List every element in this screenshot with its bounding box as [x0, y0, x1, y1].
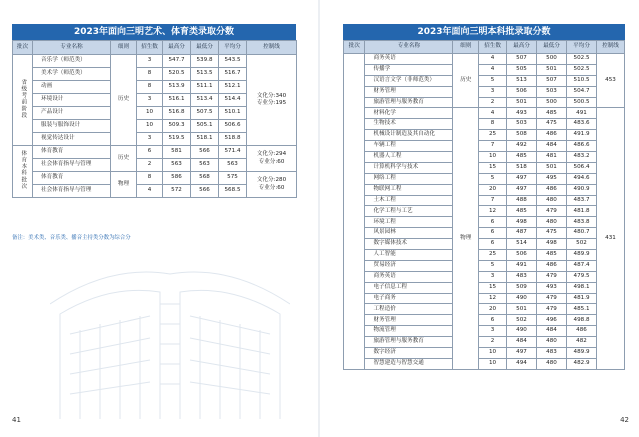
- min-score-cell: 486: [537, 184, 567, 195]
- table-header-row: [13, 41, 297, 55]
- enrollment-cell: 8: [137, 81, 163, 94]
- avg-score-cell: 490.9: [567, 184, 597, 195]
- max-score-cell: 493: [506, 108, 536, 119]
- major-name: 机器人工程: [365, 152, 453, 163]
- min-score-cell: 495: [537, 173, 567, 184]
- avg-score-cell: 502.5: [567, 64, 597, 75]
- avg-score-cell: 510.5: [567, 75, 597, 86]
- major-name: 社会体育指导与管理: [33, 185, 111, 198]
- enrollment-cell: 15: [479, 162, 507, 173]
- max-score-cell: 514: [506, 239, 536, 250]
- min-score-cell: 485: [537, 108, 567, 119]
- enrollment-cell: 3: [479, 86, 507, 97]
- major-name: 电子信息工程: [365, 282, 453, 293]
- right-score-table: [343, 40, 625, 370]
- major-name: 数字媒体技术: [365, 239, 453, 250]
- page-number: 42: [620, 416, 629, 424]
- detail-cell: 物理: [453, 108, 479, 369]
- major-name: 网络工程: [365, 173, 453, 184]
- page-number: 41: [12, 416, 21, 424]
- max-score-cell: 581: [163, 146, 191, 159]
- max-score-cell: 572: [163, 185, 191, 198]
- enrollment-cell: 25: [479, 130, 507, 141]
- enrollment-cell: 6: [479, 228, 507, 239]
- min-score-cell: 505.1: [191, 120, 219, 133]
- max-score-cell: 506: [506, 250, 536, 261]
- major-name: 财务管理: [365, 315, 453, 326]
- detail-cell: 物理: [111, 172, 137, 198]
- enrollment-cell: 2: [479, 337, 507, 348]
- header-control-line: 控制线: [597, 41, 625, 54]
- left-score-table: [12, 40, 297, 198]
- enrollment-cell: 15: [479, 282, 507, 293]
- table-row: [344, 184, 625, 195]
- table-row: [344, 250, 625, 261]
- min-score-cell: 486: [537, 130, 567, 141]
- enrollment-cell: 8: [479, 119, 507, 130]
- header-max-score: 最高分: [506, 41, 536, 54]
- major-name: 音乐学（师范类）: [33, 55, 111, 68]
- avg-score-cell: 516.7: [219, 68, 247, 81]
- avg-score-cell: 518.8: [219, 133, 247, 146]
- table-row: [344, 86, 625, 97]
- min-score-cell: 479: [537, 271, 567, 282]
- min-score-cell: 484: [537, 326, 567, 337]
- max-score-cell: 485: [506, 206, 536, 217]
- enrollment-cell: 8: [137, 68, 163, 81]
- table-row: [13, 55, 297, 68]
- avg-score-cell: 483.2: [567, 152, 597, 163]
- left-table-title: 2023年面向三明艺术、体育类录取分数: [12, 24, 296, 40]
- avg-score-cell: 481.8: [567, 206, 597, 217]
- enrollment-cell: 7: [479, 141, 507, 152]
- table-row: [344, 75, 625, 86]
- major-name: 工程造价: [365, 304, 453, 315]
- enrollment-cell: 25: [479, 250, 507, 261]
- major-name: 计算机科学与技术: [365, 162, 453, 173]
- major-name: 财务管理: [365, 86, 453, 97]
- max-score-cell: 506: [506, 86, 536, 97]
- major-name: 美术学（师范类）: [33, 68, 111, 81]
- avg-score-cell: 482: [567, 337, 597, 348]
- batch-cell: [344, 54, 365, 370]
- max-score-cell: 563: [163, 159, 191, 172]
- batch-cell: 体育本科批次: [13, 146, 33, 198]
- major-name: 电子商务: [365, 293, 453, 304]
- enrollment-cell: 4: [137, 185, 163, 198]
- max-score-cell: 501: [506, 97, 536, 108]
- major-name: 数字经济: [365, 348, 453, 359]
- enrollment-cell: 3: [137, 133, 163, 146]
- max-score-cell: 547.7: [163, 55, 191, 68]
- min-score-cell: 500: [537, 97, 567, 108]
- max-score-cell: 501: [506, 304, 536, 315]
- max-score-cell: 502: [506, 315, 536, 326]
- min-score-cell: 566: [191, 146, 219, 159]
- table-row: [344, 97, 625, 108]
- min-score-cell: 513.4: [191, 94, 219, 107]
- enrollment-cell: 7: [479, 195, 507, 206]
- major-name: 旅游管理与服务教育: [365, 337, 453, 348]
- enrollment-cell: 3: [479, 271, 507, 282]
- right-page: [320, 0, 639, 437]
- header-enrollment: 招生数: [479, 41, 507, 54]
- enrollment-cell: 3: [137, 55, 163, 68]
- avg-score-cell: 506.4: [567, 162, 597, 173]
- table-row: [344, 228, 625, 239]
- major-name: 土木工程: [365, 195, 453, 206]
- header-batch: 批次: [13, 41, 33, 55]
- avg-score-cell: 512.1: [219, 81, 247, 94]
- min-score-cell: 480: [537, 337, 567, 348]
- avg-score-cell: 498.8: [567, 315, 597, 326]
- table-row: [344, 217, 625, 228]
- header-min-score: 最低分: [537, 41, 567, 54]
- min-score-cell: 500: [537, 54, 567, 65]
- table-row: [344, 195, 625, 206]
- detail-cell: 历史: [111, 55, 137, 146]
- avg-score-cell: 563: [219, 159, 247, 172]
- max-score-cell: 505: [506, 64, 536, 75]
- avg-score-cell: 571.4: [219, 146, 247, 159]
- max-score-cell: 516.1: [163, 94, 191, 107]
- major-name: 商务英语: [365, 54, 453, 65]
- min-score-cell: 498: [537, 239, 567, 250]
- enrollment-cell: 2: [479, 97, 507, 108]
- min-score-cell: 568: [191, 172, 219, 185]
- major-name: 社会体育指导与管理: [33, 159, 111, 172]
- avg-score-cell: 514.4: [219, 94, 247, 107]
- avg-score-cell: 483.7: [567, 195, 597, 206]
- max-score-cell: 490: [506, 326, 536, 337]
- avg-score-cell: 502: [567, 239, 597, 250]
- table-row: [344, 348, 625, 359]
- header-detail: 细则: [111, 41, 137, 55]
- table-row: [344, 239, 625, 250]
- max-score-cell: 513: [506, 75, 536, 86]
- enrollment-cell: 5: [479, 75, 507, 86]
- table-row: [344, 304, 625, 315]
- major-name: 贸易经济: [365, 260, 453, 271]
- min-score-cell: 480: [537, 358, 567, 369]
- max-score-cell: 509.3: [163, 120, 191, 133]
- avg-score-cell: 491.9: [567, 130, 597, 141]
- avg-score-cell: 498.1: [567, 282, 597, 293]
- enrollment-cell: 10: [479, 152, 507, 163]
- control-line-cell: 431: [597, 108, 625, 369]
- enrollment-cell: 10: [479, 358, 507, 369]
- table-row: [344, 315, 625, 326]
- min-score-cell: 511.1: [191, 81, 219, 94]
- table-row: [344, 64, 625, 75]
- table-row: [13, 172, 297, 185]
- min-score-cell: 486: [537, 260, 567, 271]
- min-score-cell: 501: [537, 162, 567, 173]
- min-score-cell: 483: [537, 348, 567, 359]
- min-score-cell: 507: [537, 75, 567, 86]
- detail-cell: 历史: [111, 146, 137, 172]
- major-name: 汉语言文学（非师范类）: [365, 75, 453, 86]
- header-min-score: 最低分: [191, 41, 219, 55]
- min-score-cell: 563: [191, 159, 219, 172]
- batch-cell: 省级考前阶段: [13, 55, 33, 146]
- major-name: 旅游管理与服务教育: [365, 97, 453, 108]
- header-detail: 细则: [453, 41, 479, 54]
- table-row: [13, 146, 297, 159]
- major-name: 体育教育: [33, 172, 111, 185]
- major-name: 传播学: [365, 64, 453, 75]
- enrollment-cell: 6: [479, 239, 507, 250]
- header-major: 专业名称: [33, 41, 111, 55]
- header-control-line: 控制线: [247, 41, 297, 55]
- enrollment-cell: 4: [479, 54, 507, 65]
- max-score-cell: 586: [163, 172, 191, 185]
- table-row: [344, 54, 625, 65]
- avg-score-cell: 504.7: [567, 86, 597, 97]
- major-name: 体育教育: [33, 146, 111, 159]
- avg-score-cell: 500.5: [567, 97, 597, 108]
- control-line-cell: 文化分:280 专业分:60: [247, 172, 297, 198]
- header-enrollment: 招生数: [137, 41, 163, 55]
- max-score-cell: 491: [506, 260, 536, 271]
- major-name: 视觉传达设计: [33, 133, 111, 146]
- min-score-cell: 518.1: [191, 133, 219, 146]
- min-score-cell: 484: [537, 141, 567, 152]
- max-score-cell: 497: [506, 173, 536, 184]
- enrollment-cell: 3: [137, 94, 163, 107]
- max-score-cell: 519.5: [163, 133, 191, 146]
- min-score-cell: 479: [537, 293, 567, 304]
- control-line-cell: 453: [597, 54, 625, 108]
- major-name: 智慧建造与智慧交通: [365, 358, 453, 369]
- avg-score-cell: 489.9: [567, 348, 597, 359]
- table-row: [344, 152, 625, 163]
- avg-score-cell: 480.7: [567, 228, 597, 239]
- enrollment-cell: 5: [479, 260, 507, 271]
- min-score-cell: 475: [537, 228, 567, 239]
- enrollment-cell: 5: [479, 173, 507, 184]
- table-header-row: [344, 41, 625, 54]
- enrollment-cell: 6: [479, 217, 507, 228]
- min-score-cell: 539.8: [191, 55, 219, 68]
- enrollment-cell: 10: [137, 107, 163, 120]
- max-score-cell: 518: [506, 162, 536, 173]
- avg-score-cell: 486.6: [567, 141, 597, 152]
- avg-score-cell: 481.9: [567, 293, 597, 304]
- max-score-cell: 488: [506, 195, 536, 206]
- min-score-cell: 479: [537, 304, 567, 315]
- header-avg-score: 平均分: [219, 41, 247, 55]
- max-score-cell: 520.5: [163, 68, 191, 81]
- max-score-cell: 497: [506, 184, 536, 195]
- avg-score-cell: 482.9: [567, 358, 597, 369]
- table-footnote: 备注：美术类、音乐类、播音主持类分数为综合分: [12, 235, 131, 241]
- avg-score-cell: 543.5: [219, 55, 247, 68]
- enrollment-cell: 4: [479, 108, 507, 119]
- major-name: 动画: [33, 81, 111, 94]
- table-row: [344, 162, 625, 173]
- max-score-cell: 516.8: [163, 107, 191, 120]
- min-score-cell: 566: [191, 185, 219, 198]
- table-row: [344, 326, 625, 337]
- min-score-cell: 481: [537, 152, 567, 163]
- enrollment-cell: 8: [137, 172, 163, 185]
- max-score-cell: 513.9: [163, 81, 191, 94]
- min-score-cell: 475: [537, 119, 567, 130]
- max-score-cell: 508: [506, 130, 536, 141]
- min-score-cell: 501: [537, 64, 567, 75]
- max-score-cell: 485: [506, 152, 536, 163]
- table-row: [344, 119, 625, 130]
- avg-score-cell: 483.6: [567, 119, 597, 130]
- major-name: 物流管理: [365, 326, 453, 337]
- major-name: 环境设计: [33, 94, 111, 107]
- detail-cell: 历史: [453, 54, 479, 108]
- enrollment-cell: 10: [137, 120, 163, 133]
- min-score-cell: 513.5: [191, 68, 219, 81]
- max-score-cell: 494: [506, 358, 536, 369]
- table-row: [344, 141, 625, 152]
- min-score-cell: 480: [537, 195, 567, 206]
- min-score-cell: 485: [537, 250, 567, 261]
- control-line-cell: 文化分:340 专业分:195: [247, 55, 297, 146]
- enrollment-cell: 20: [479, 304, 507, 315]
- max-score-cell: 507: [506, 54, 536, 65]
- avg-score-cell: 489.9: [567, 250, 597, 261]
- header-batch: 批次: [344, 41, 365, 54]
- avg-score-cell: 479.5: [567, 271, 597, 282]
- avg-score-cell: 483.8: [567, 217, 597, 228]
- table-row: [344, 173, 625, 184]
- avg-score-cell: 487.4: [567, 260, 597, 271]
- major-name: 产品设计: [33, 107, 111, 120]
- control-line-cell: 文化分:294 专业分:60: [247, 146, 297, 172]
- left-page: [0, 0, 319, 437]
- major-name: 商务英语: [365, 271, 453, 282]
- enrollment-cell: 10: [479, 348, 507, 359]
- max-score-cell: 484: [506, 337, 536, 348]
- major-name: 人工智能: [365, 250, 453, 261]
- enrollment-cell: 12: [479, 206, 507, 217]
- campus-building-illustration: [50, 244, 290, 419]
- table-row: [344, 358, 625, 369]
- enrollment-cell: 4: [479, 64, 507, 75]
- min-score-cell: 503: [537, 86, 567, 97]
- enrollment-cell: 20: [479, 184, 507, 195]
- table-row: [344, 130, 625, 141]
- major-name: 生物技术: [365, 119, 453, 130]
- min-score-cell: 480: [537, 217, 567, 228]
- avg-score-cell: 486: [567, 326, 597, 337]
- enrollment-cell: 6: [479, 315, 507, 326]
- major-name: 化学工程与工艺: [365, 206, 453, 217]
- major-name: 材料化学: [365, 108, 453, 119]
- right-table-title: 2023年面向三明本科批录取分数: [343, 24, 625, 40]
- header-max-score: 最高分: [163, 41, 191, 55]
- major-name: 机械设计制造及其自动化: [365, 130, 453, 141]
- table-row: [344, 206, 625, 217]
- table-row: [344, 337, 625, 348]
- min-score-cell: 479: [537, 206, 567, 217]
- min-score-cell: 507.5: [191, 107, 219, 120]
- header-avg-score: 平均分: [567, 41, 597, 54]
- table-row: [344, 271, 625, 282]
- min-score-cell: 496: [537, 315, 567, 326]
- major-name: 风景园林: [365, 228, 453, 239]
- avg-score-cell: 494.6: [567, 173, 597, 184]
- table-row: [344, 282, 625, 293]
- table-row: [344, 108, 625, 119]
- major-name: 车辆工程: [365, 141, 453, 152]
- enrollment-cell: 3: [479, 326, 507, 337]
- major-name: 物联网工程: [365, 184, 453, 195]
- max-score-cell: 497: [506, 348, 536, 359]
- major-name: 环境工程: [365, 217, 453, 228]
- header-major: 专业名称: [365, 41, 453, 54]
- max-score-cell: 498: [506, 217, 536, 228]
- avg-score-cell: 491: [567, 108, 597, 119]
- max-score-cell: 509: [506, 282, 536, 293]
- avg-score-cell: 485.1: [567, 304, 597, 315]
- max-score-cell: 483: [506, 271, 536, 282]
- table-row: [344, 293, 625, 304]
- max-score-cell: 503: [506, 119, 536, 130]
- avg-score-cell: 510.1: [219, 107, 247, 120]
- avg-score-cell: 568.5: [219, 185, 247, 198]
- avg-score-cell: 575: [219, 172, 247, 185]
- enrollment-cell: 12: [479, 293, 507, 304]
- enrollment-cell: 6: [137, 146, 163, 159]
- avg-score-cell: 502.5: [567, 54, 597, 65]
- max-score-cell: 490: [506, 293, 536, 304]
- min-score-cell: 493: [537, 282, 567, 293]
- table-row: [344, 260, 625, 271]
- max-score-cell: 492: [506, 141, 536, 152]
- avg-score-cell: 506.6: [219, 120, 247, 133]
- major-name: 服装与服饰设计: [33, 120, 111, 133]
- max-score-cell: 487: [506, 228, 536, 239]
- enrollment-cell: 2: [137, 159, 163, 172]
